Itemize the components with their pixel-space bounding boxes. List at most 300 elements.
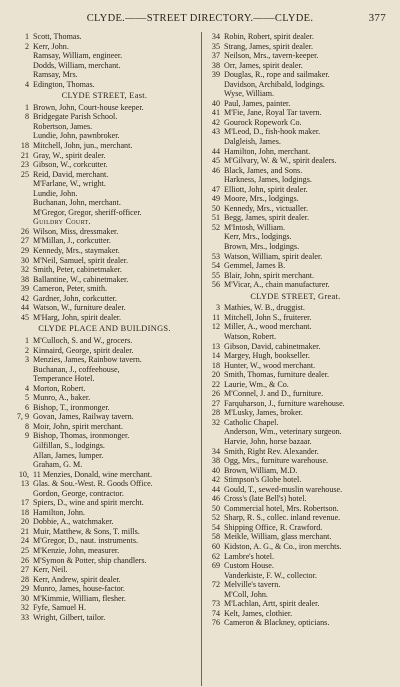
entry-text: M'Connel, J. and D., furniture. (224, 389, 324, 399)
directory-entry (205, 580, 386, 590)
directory-entry (14, 556, 195, 566)
directory-entry (14, 355, 195, 365)
house-number: 11 (212, 312, 220, 322)
directory-entry (205, 370, 386, 380)
house-number (205, 437, 224, 447)
house-number: 35 (211, 41, 220, 51)
directory-entry (205, 618, 386, 628)
house-number: 20 (20, 517, 29, 527)
entry-text: M'Harg, John, spirit dealer. (33, 312, 122, 322)
directory-entry (14, 275, 195, 285)
directory-entry (14, 431, 195, 441)
house-number (205, 175, 224, 185)
entry-text: Brown, John, Court-house keeper. (33, 102, 144, 112)
house-number: 39 (211, 70, 220, 80)
entry-text: Glas. & Sou.-West. R. Goods Office. (33, 479, 153, 489)
house-number: 50 (211, 503, 220, 513)
entry-text: Gibson, David, cabinetmaker. (224, 341, 321, 351)
directory-entry (14, 179, 195, 189)
entry-text: Kerr, Neil. (33, 565, 68, 575)
entry-text: Gemmel, James B. (224, 261, 286, 271)
directory-entry (205, 271, 386, 281)
directory-entry (205, 137, 386, 147)
directory-entry (205, 552, 386, 562)
house-number: 72 (211, 580, 220, 590)
house-number: 42 (20, 293, 29, 303)
directory-entry (205, 609, 386, 619)
entry-text: Gourock Ropework Co. (224, 117, 302, 127)
house-number: 33 (20, 612, 29, 622)
entry-text: M'Culloch, S. and W., grocers. (33, 335, 133, 345)
entry-text: M'Millan, J., corkcutter. (33, 236, 111, 246)
house-number: 49 (211, 194, 220, 204)
directory-entry (205, 447, 386, 457)
directory-entry (205, 252, 386, 262)
directory-entry (14, 498, 195, 508)
entry-text: Gilfillan, S., lodgings. (33, 440, 105, 450)
directory-entry (14, 103, 195, 113)
house-number: 62 (211, 551, 220, 561)
directory-entry (205, 156, 386, 166)
directory-entry (14, 61, 195, 71)
right-column (205, 32, 386, 628)
entry-text: M'Lusky, James, broker. (224, 408, 303, 418)
entry-text: Wright, Gilbert, tailor. (33, 612, 106, 622)
house-number: 50 (211, 203, 220, 213)
house-number: 29 (20, 246, 29, 256)
directory-entry (14, 227, 195, 237)
entry-text: Anderson, Wm., veterinary surgeon. (224, 427, 342, 437)
directory-entry (14, 460, 195, 470)
entry-text: Wilson, Miss, dressmaker. (33, 226, 119, 236)
house-number: 21 (20, 526, 29, 536)
house-number: 40 (211, 98, 220, 108)
house-number: 5 (24, 393, 29, 403)
entry-text: Catholic Chapel. (224, 417, 279, 427)
directory-entry (205, 89, 386, 99)
house-number: 28 (211, 408, 220, 418)
directory-entry (205, 280, 386, 290)
entry-text: Edington, Thomas. (33, 79, 95, 89)
house-number (205, 571, 224, 581)
entry-text: M'Kenzie, John, measurer. (33, 545, 120, 555)
entry-text: Bishop, Thomas, ironmonger. (33, 431, 130, 441)
directory-entry (14, 208, 195, 218)
directory-entry (205, 437, 386, 447)
directory-entry (205, 147, 386, 157)
directory-entry (205, 494, 386, 504)
house-number: 34 (211, 446, 220, 456)
house-number (14, 198, 33, 208)
house-number: 47 (211, 184, 220, 194)
entry-text: Morton, Robert. (33, 383, 86, 393)
directory-entry (205, 456, 386, 466)
directory-entry (205, 542, 386, 552)
page-header (14, 12, 386, 26)
house-number: 44 (20, 303, 29, 313)
entry-text: Gardner, John, corkcutter. (33, 293, 117, 303)
entry-text: Muir, Matthew, & Sons, T. mills. (33, 526, 140, 536)
house-number: 29 (20, 584, 29, 594)
directory-entry (14, 265, 195, 275)
directory-entry (205, 418, 386, 428)
directory-entry (205, 80, 386, 90)
directory-entry (14, 236, 195, 246)
house-number (205, 242, 224, 252)
directory-entry (205, 32, 386, 42)
directory-entry (205, 322, 386, 332)
entry-text: Gould, T., sewed-muslin warehouse. (224, 484, 343, 494)
entry-text: 11 Menzies, Donald, wine merchant. (33, 469, 153, 479)
directory-entry (14, 160, 195, 170)
directory-entry (14, 42, 195, 52)
directory-entry (14, 517, 195, 527)
entry-text: Harvie, John, horse bazaar. (224, 436, 312, 446)
house-number (14, 489, 33, 499)
directory-entry (205, 504, 386, 514)
house-number: 4 (24, 79, 29, 89)
house-number: 1 (24, 32, 29, 41)
directory-entry (14, 594, 195, 604)
entry-text: Moir, John, spirit merchant. (33, 421, 124, 431)
house-number (205, 89, 224, 99)
house-number: 24 (20, 536, 29, 546)
directory-entry (205, 599, 386, 609)
directory-entry (205, 118, 386, 128)
directory-entry (14, 256, 195, 266)
column-divider (201, 32, 202, 686)
house-number: 34 (211, 32, 220, 41)
house-number (14, 374, 33, 384)
directory-entry (205, 61, 386, 71)
directory-entry (14, 217, 195, 227)
entry-text: Bishop, T., ironmonger. (33, 402, 110, 412)
directory-entry (205, 194, 386, 204)
entry-text: Laurie, Wm., & Co. (224, 379, 289, 389)
entry-text: Munro, James, house-factor. (33, 584, 125, 594)
house-number: 41 (211, 108, 220, 118)
directory-entry (14, 403, 195, 413)
directory-entry (14, 170, 195, 180)
house-number (14, 70, 33, 80)
directory-entry (205, 213, 386, 223)
house-number: 25 (20, 545, 29, 555)
house-number: 26 (20, 555, 29, 565)
entry-text: Cross's (late Bell's) hotel. (224, 494, 307, 504)
house-number: 52 (211, 513, 220, 523)
directory-entry (205, 571, 386, 581)
house-number (205, 80, 224, 90)
house-number: 44 (211, 146, 220, 156)
directory-entry (14, 112, 195, 122)
directory-entry (205, 408, 386, 418)
house-number: 52 (211, 222, 220, 232)
entry-text: Blair, John, spirit merchant. (224, 270, 315, 280)
directory-entry (14, 422, 195, 432)
directory-entry (14, 80, 195, 90)
directory-entry (14, 603, 195, 613)
directory-entry (14, 508, 195, 518)
entry-text: Davidson, Archibald, lodgings. (224, 79, 325, 89)
directory-entry (205, 204, 386, 214)
house-number (14, 51, 33, 61)
house-number: 27 (20, 565, 29, 575)
directory-entry (205, 561, 386, 571)
entry-text: Mitchell, John S., fruiterer. (224, 312, 312, 322)
entry-text: Hamilton, John, merchant. (224, 146, 311, 156)
house-number: 74 (211, 608, 220, 618)
entry-text: Kinnaird, George, spirit dealer. (33, 345, 134, 355)
entry-text: Mathies, W. B., druggist. (224, 303, 305, 313)
directory-entry (14, 151, 195, 161)
entry-text: Kennedy, Mrs., staymaker. (33, 246, 120, 256)
house-number (14, 217, 33, 227)
directory-entry (14, 70, 195, 80)
entry-text: Smith, Right Rev. Alexander. (224, 446, 319, 456)
directory-entry (205, 261, 386, 271)
directory-entry (14, 122, 195, 132)
entry-text: Vanderkiste, F. W., collector. (224, 570, 317, 580)
entry-text: Strang, James, spirit dealer. (224, 41, 314, 51)
entry-text: Dobbie, A., watchmaker. (33, 517, 114, 527)
house-number: 32 (20, 265, 29, 275)
entry-text: Douglas, R., rope and sailmaker. (224, 70, 330, 80)
entry-text: Kelt, James, clothier. (224, 608, 293, 618)
directory-entry (205, 313, 386, 323)
entry-text: Neilson, Mrs., tavern-keeper. (224, 51, 319, 61)
entry-text: M'Coll, John. (224, 589, 268, 599)
entry-text: Black, James, and Sons. (224, 165, 303, 175)
house-number: 46 (211, 494, 220, 504)
house-number (14, 460, 33, 470)
house-number: 38 (211, 60, 220, 70)
entry-text: Cameron, Peter, smith. (33, 284, 108, 294)
entry-text: Watson, William, spirit dealer. (224, 251, 323, 261)
directory-entry (205, 361, 386, 371)
entry-text: Gray, W., spirit dealer. (33, 150, 106, 160)
directory-entry (205, 127, 386, 137)
house-number: 44 (211, 484, 220, 494)
directory-entry (14, 336, 195, 346)
house-number (205, 427, 224, 437)
directory-entry (14, 527, 195, 537)
house-number (14, 131, 33, 141)
house-number (14, 189, 33, 199)
entry-text: Meikle, William, glass merchant. (224, 532, 332, 542)
directory-entry (205, 399, 386, 409)
house-number: 18 (20, 507, 29, 517)
house-number (205, 232, 224, 242)
directory-entry (14, 303, 195, 313)
directory-entry (205, 232, 386, 242)
entry-text: Spiers, D., wine and spirit mercht. (33, 498, 144, 508)
house-number: 18 (211, 360, 220, 370)
directory-entry (14, 393, 195, 403)
entry-text: M'Fie, Jane, Royal Tar tavern. (224, 108, 322, 118)
house-number (205, 137, 224, 147)
directory-entry (205, 427, 386, 437)
directory-entry (14, 284, 195, 294)
directory-entry (14, 536, 195, 546)
directory-entry (14, 198, 195, 208)
house-number: 1 (24, 335, 29, 345)
entry-text: Guildry Court. (33, 217, 91, 227)
house-number: 54 (211, 522, 220, 532)
directory-entry (14, 565, 195, 575)
entry-text: Sharp, R. S., collec. inland revenue. (224, 513, 341, 523)
directory-entry (14, 32, 195, 42)
entry-text: Kerr, Mrs., lodgings. (224, 232, 292, 242)
house-number: 45 (20, 312, 29, 322)
entry-text: Temperance Hotel. (33, 374, 95, 384)
entry-text: Buchanan, John, merchant. (33, 198, 121, 208)
house-number: 55 (211, 270, 220, 280)
house-number (14, 451, 33, 461)
house-number: 17 (20, 498, 29, 508)
entry-text: Dodds, William, merchant. (33, 60, 121, 70)
entry-text: Allan, James, lumper. (33, 450, 104, 460)
house-number: 42 (211, 117, 220, 127)
house-number: 9 (24, 431, 29, 441)
entry-text: Bridgegate Parish School. (33, 112, 118, 122)
entry-text: Ogg, Mrs., furniture warehouse. (224, 456, 329, 466)
directory-entry (205, 303, 386, 313)
house-number: 37 (211, 51, 220, 61)
directory-entry (205, 389, 386, 399)
house-number: 23 (20, 160, 29, 170)
house-number (205, 332, 224, 342)
entry-text: Custom House. (224, 561, 274, 571)
directory-entry (14, 575, 195, 585)
entry-text: Elliott, John, spirit dealer. (224, 184, 308, 194)
entry-text: Scott, Thomas. (33, 32, 82, 41)
entry-text: Kidston, A. G., & Co., iron merchts. (224, 541, 342, 551)
entry-text: Watson, Robert. (224, 331, 277, 341)
house-number (205, 590, 224, 600)
directory-entry (205, 532, 386, 542)
entry-text: M'Leod, D., fish-hook maker. (224, 127, 321, 137)
entry-text: Ramsay, Mrs. (33, 70, 78, 80)
entry-text: Reid, David, merchant. (33, 169, 109, 179)
directory-entry (14, 441, 195, 451)
house-number: 42 (211, 475, 220, 485)
entry-text: M'Farlane, W., wright. (33, 179, 106, 189)
directory-entry (14, 365, 195, 375)
directory-entry (205, 42, 386, 52)
house-number: 39 (20, 284, 29, 294)
house-number: 26 (20, 226, 29, 236)
house-number: 54 (211, 261, 220, 271)
directory-entry (14, 546, 195, 556)
directory-entry (14, 489, 195, 499)
house-number (14, 365, 33, 375)
house-number: 69 (211, 561, 220, 571)
directory-entry (205, 223, 386, 233)
house-number: 3 (24, 355, 29, 365)
entry-text: Commercial hotel, Mrs. Robertson. (224, 503, 339, 513)
house-number: 51 (211, 213, 220, 223)
entry-text: M'Kimmie, William, flesher. (33, 593, 126, 603)
directory-entry (205, 351, 386, 361)
directory-entry (14, 189, 195, 199)
house-number: 73 (211, 599, 220, 609)
entry-text: Gordon, George, contractor. (33, 488, 124, 498)
entry-text: M'Vicar, A., chain manufacturer. (224, 280, 330, 290)
entry-text: Lundie, John, pawnbroker. (33, 131, 120, 141)
house-number: 10, (18, 469, 29, 479)
directory-entry (14, 584, 195, 594)
entry-columns (14, 32, 386, 628)
house-number (14, 208, 33, 218)
house-number: 13 (211, 341, 220, 351)
entry-text: Ramsay, William, engineer. (33, 51, 123, 61)
directory-entry (205, 466, 386, 476)
house-number: 40 (211, 465, 220, 475)
entry-text: Moore, Mrs., lodgings. (224, 194, 299, 204)
house-number: 38 (211, 456, 220, 466)
directory-entry (14, 412, 195, 422)
entry-text: Hunter, W., wood merchant. (224, 360, 316, 370)
directory-entry (205, 175, 386, 185)
directory-entry (14, 374, 195, 384)
entry-text: Smith, Peter, cabinetmaker. (33, 265, 122, 275)
entry-text: M'Intosh, William. (224, 222, 286, 232)
house-number: 3 (215, 303, 220, 313)
entry-text: Brown, Mrs., lodgings. (224, 242, 300, 252)
house-number: 26 (211, 389, 220, 399)
directory-entry (205, 342, 386, 352)
entry-text: Harkness, James, lodgings. (224, 175, 312, 185)
directory-entry (205, 108, 386, 118)
house-number (14, 122, 33, 132)
house-number (14, 441, 33, 451)
entry-text: Munro, A., baker. (33, 393, 91, 403)
street-heading: CLYDE STREET, East. (61, 91, 148, 101)
entry-text: Orr, James, spirit dealer. (224, 60, 303, 70)
directory-entry (14, 51, 195, 61)
house-number: 14 (211, 351, 220, 361)
directory-entry (14, 479, 195, 489)
left-column (14, 32, 195, 628)
entry-text: Kennedy, Mrs., victualler. (224, 203, 308, 213)
entry-text: M'Neil, Samuel, spirit dealer. (33, 255, 128, 265)
street-heading: CLYDE PLACE AND BUILDINGS. (38, 324, 171, 334)
entry-text: Kerr, John. (33, 41, 69, 51)
directory-entry (205, 51, 386, 61)
house-number: 12 (211, 322, 220, 332)
house-number: 45 (211, 156, 220, 166)
directory-entry (14, 313, 195, 323)
house-number: 56 (211, 280, 220, 290)
directory-entry (14, 384, 195, 394)
directory-entry (205, 185, 386, 195)
entry-text: Lambre's hotel. (224, 551, 275, 561)
entry-text: Govan, James, Railway tavern. (33, 412, 134, 422)
house-number: 7, 9 (16, 412, 29, 422)
entry-text: Paul, James, painter. (224, 98, 291, 108)
entry-text: Fyfe, Samuel H. (33, 603, 87, 613)
house-number: 6 (24, 402, 29, 412)
house-number (14, 179, 33, 189)
house-number: 4 (24, 383, 29, 393)
entry-text: Buchanan, J., coffeehouse, (33, 364, 120, 374)
entry-text: Wyse, William. (224, 89, 275, 99)
directory-entry (14, 346, 195, 356)
entry-text: Margey, Hugh, bookseller. (224, 351, 310, 361)
entry-text: Stimpson's Globe hotel. (224, 475, 302, 485)
directory-entry (205, 70, 386, 80)
entry-text: Melville's tavern. (224, 580, 281, 590)
